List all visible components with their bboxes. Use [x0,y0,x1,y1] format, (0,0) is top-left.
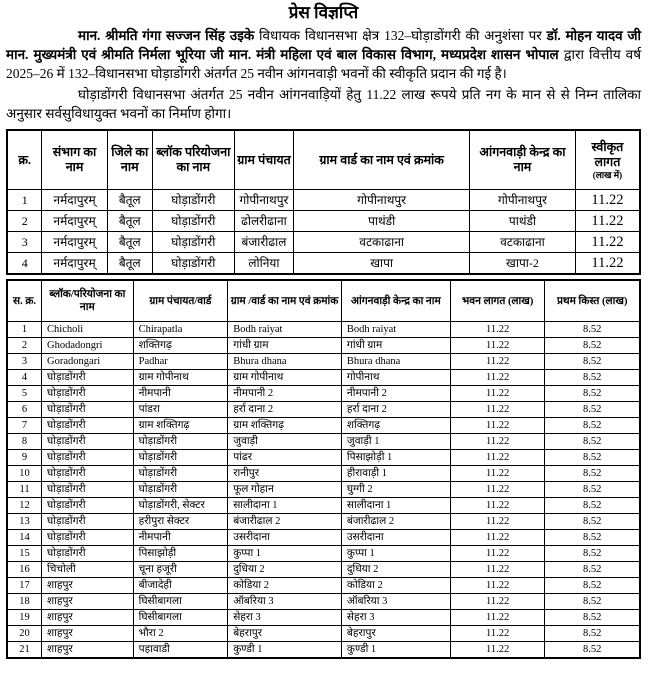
table-cell: बैतूल [107,211,152,232]
column-header-unit: (लाख में) [592,170,623,180]
table-cell: पिसाझोड़ी [133,546,228,562]
table-cell: 14 [7,530,42,546]
table-cell: कोडिया 2 [228,578,342,594]
table-cell: खापा [294,253,470,275]
header-row [7,280,640,322]
table-row [7,434,640,450]
table-cell: 11.22 [575,232,640,253]
table-cell: नीमपानी 2 [228,386,342,402]
table-cell: 20 [7,626,42,642]
table-cell: वटकाढाना [294,232,470,253]
table-cell: 11.22 [450,450,545,466]
cm-minister-dept-bold: डॉ. मोहन यादव जी मान. मुख्यमंत्री एवं श्रीमति निर्मला भूरिया जी मान. मंत्री महिला एवं बाल विकास विभाग, मध्यप्रदेश शासन भोपाल [6,28,642,62]
table-cell: नर्मदापुरम् [42,211,107,232]
table-cell: घोड़ाडोंगरी [133,450,228,466]
table-cell: 11.22 [575,190,640,211]
column-header: ग्राम वार्ड का नाम एवं क्रमांक [294,130,470,190]
table-cell: 13 [7,514,42,530]
table-cell: ग्राम गोपीनाथ [133,370,228,386]
header-row [7,130,640,190]
table-cell: जुवाड़ी 1 [341,434,450,450]
table-cell: 12 [7,498,42,514]
table-cell: 11 [7,482,42,498]
table-cell: 11.22 [450,546,545,562]
table-cell: शाहपुर [42,642,134,659]
table-cell: शाहपुर [42,626,134,642]
table-cell: घोड़ाडोंगरी [152,232,234,253]
table-cell: जुवाड़ी [228,434,342,450]
table-cell: 11.22 [450,562,545,578]
table-cell: घोड़ाडोंगरी [152,253,234,275]
table-cell: हर्रा दाना 2 [341,402,450,418]
table-cell: सालीदाना 1 [228,498,342,514]
table-cell: गांधी ग्राम [341,338,450,354]
table-cell: 11.22 [450,642,545,659]
table-cell: 11.22 [450,530,545,546]
table-cell: 8.52 [545,562,640,578]
table-cell: शाहपुर [42,610,134,626]
table-cell: शाहपुर [42,578,134,594]
table-cell: 8.52 [545,482,640,498]
table-cell: 11.22 [450,514,545,530]
table-cell: बीजादेही [133,578,228,594]
table-row [7,402,640,418]
table-row [7,190,640,211]
table-cell: 8.52 [545,498,640,514]
table-cell: बैतूल [107,253,152,275]
table-cell: 3 [7,354,42,370]
table-cell: घोड़ाडोंगरी [42,418,134,434]
table-cell: 16 [7,562,42,578]
table-cell: 8.52 [545,418,640,434]
table-cell: गोपीनाथपुर [470,190,576,211]
table-cell: 8.52 [545,338,640,354]
table-cell: घोड़ाडोंगरी [42,402,134,418]
column-header: स्वीकृत लागत (लाख में) [575,130,640,190]
table-cell: 11.22 [450,610,545,626]
table-cell: Bhura dhana [228,354,342,370]
column-header: आंगनवाड़ी केन्द्र का नाम [470,130,576,190]
column-header: ग्राम /वार्ड का नाम एवं क्रमांक [228,280,342,322]
table-cell: 11.22 [450,338,545,354]
table-row [7,610,640,626]
table-cell: 11.22 [575,211,640,232]
table-row [7,642,640,659]
table-cell: कुप्पा 1 [228,546,342,562]
table-row [7,578,640,594]
table-cell: 2 [7,211,42,232]
table-cell: वटकाढाना [470,232,576,253]
table-row [7,466,640,482]
table-row [7,530,640,546]
table-cell: 19 [7,610,42,626]
table-cell: घोड़ाडोंगरी [42,370,134,386]
table-cell: 8.52 [545,322,640,338]
table-cell: नीमपानी [133,530,228,546]
table-cell: 11.22 [575,253,640,275]
column-header: संभाग का नाम [42,130,107,190]
table-row [7,626,640,642]
table-cell: 11.22 [450,578,545,594]
column-header: प्रथम किस्त (लाख) [545,280,640,322]
table-cell: 8.52 [545,466,640,482]
sanctioned-anganwadi-summary-table [6,129,641,275]
table-cell: 8.52 [545,626,640,642]
column-header: ग्राम पंचायत/वार्ड [133,280,228,322]
table-cell: बंजारीढाल 2 [228,514,342,530]
table-cell: नर्मदापुरम् [42,232,107,253]
table-cell: घोड़ाडोंगरी [133,434,228,450]
table-cell: चूना हजूरी [133,562,228,578]
table-cell: 18 [7,594,42,610]
table-cell: 4 [7,253,42,275]
table-cell: उसरीदाना [341,530,450,546]
table-row [7,562,640,578]
column-header: आंगनवाड़ी केन्द्र का नाम [341,280,450,322]
anganwadi-installment-details-table [6,279,641,659]
table-cell: 8.52 [545,514,640,530]
column-header: स. क्र. [7,280,42,322]
table-cell: घोड़ाडोंगरी [42,386,134,402]
table-cell: 11.22 [450,498,545,514]
table-cell: 1 [7,322,42,338]
intro-paragraph [6,26,641,83]
table-cell: सेहरा 3 [341,610,450,626]
table-row [7,418,640,434]
table-cell: 8.52 [545,610,640,626]
table-cell: Bodh raiyat [228,322,342,338]
table-cell: 11.22 [450,482,545,498]
table-row [7,370,640,386]
table-cell: 11.22 [450,386,545,402]
table-cell: 6 [7,402,42,418]
table-row [7,211,640,232]
table-cell: घोड़ाडोंगरी [42,546,134,562]
table-cell: 1 [7,190,42,211]
table-row [7,450,640,466]
table-cell: फूल गोहान [228,482,342,498]
table-cell: 8.52 [545,402,640,418]
table-cell: 8.52 [545,434,640,450]
table-cell: घोड़ाडोंगरी [152,211,234,232]
table-row [7,232,640,253]
table-cell: Ghodadongri [42,338,134,354]
table-cell: पाथंडी [470,211,576,232]
table-cell: घोड़ाडोंगरी [133,466,228,482]
mla-name-bold: मान. श्रीमति गंगा सज्जन सिंह उइके [78,28,255,43]
table-cell: बंजारीढाल 2 [341,514,450,530]
table-cell: नीमपानी 2 [341,386,450,402]
table-cell: कोडिया 2 [341,578,450,594]
table-cell: 8.52 [545,386,640,402]
table-cell: घिसीबागला [133,610,228,626]
table-cell: पांडरा [133,402,228,418]
table-cell: पिसाझोड़ी 1 [341,450,450,466]
document-title: प्रेस विज्ञप्ति [288,3,359,22]
table-cell: 8.52 [545,578,640,594]
cost-text: घोड़ाडोंगरी विधानसभा अंतर्गत 25 नवीन आंगनवाड़ियों हेतु 11.22 लाख रूपये प्रति नग के मान से से निम्न तालिका अनुसार सर्वसुविधायुक्त भवनों का निर्माण होगा। [6,87,641,121]
table-cell: घोड़ाडोंगरी [42,434,134,450]
table-cell: पहावाडी [133,642,228,659]
table-cell: गोपीनाथपुर [234,190,293,211]
table-cell: कुप्पा 1 [341,546,450,562]
table-cell: सेहरा 3 [228,610,342,626]
table-cell: हरीपुरा सेक्टर [133,514,228,530]
table-cell: 10 [7,466,42,482]
table-cell: घिसीबागला [133,594,228,610]
table-row [7,338,640,354]
table-cell: 8.52 [545,594,640,610]
table-cell: गोपीनाथपुर [294,190,470,211]
table-cell: 8.52 [545,370,640,386]
intro-text-2: द्वारा वित्तीय वर्ष 2025–26 में 132–विधानसभा घोड़ाडोंगरी अंतर्गत 25 नवीन आंगनवाड़ी भवनों की स्वीकृति प्रदान की गई है। [6,47,641,81]
table-cell: Chirapatla [133,322,228,338]
table-cell: 11.22 [450,418,545,434]
table-cell: Chicholi [42,322,134,338]
table-cell: 11.22 [450,354,545,370]
table-cell: नीमपानी [133,386,228,402]
table-cell: दुधिया 2 [341,562,450,578]
table-cell: 9 [7,450,42,466]
table-cell: 8.52 [545,354,640,370]
table-cell: 15 [7,546,42,562]
table-cell: ऑबरिया 3 [341,594,450,610]
table-cell: हीरावाड़ी 1 [341,466,450,482]
table-cell: कुण्डी 1 [228,642,342,659]
column-header: जिले का नाम [107,130,152,190]
table-cell: 8 [7,434,42,450]
table-cell: Goradongari [42,354,134,370]
table-cell: ग्राम शक्तिगढ़ [133,418,228,434]
table-cell: ऑबरिया 3 [228,594,342,610]
table-cell: लोनिया [234,253,293,275]
table-cell: 17 [7,578,42,594]
column-header: ब्लॉक परियोजना का नाम [152,130,234,190]
table-cell: Bodh raiyat [341,322,450,338]
table-cell: 11.22 [450,434,545,450]
table-cell: 8.52 [545,642,640,659]
table-row [7,482,640,498]
table-cell: घोड़ाडोंगरी [133,482,228,498]
table-cell: 8.52 [545,530,640,546]
table-cell: 3 [7,232,42,253]
table-cell: रानीपुर [228,466,342,482]
table-row [7,386,640,402]
table-cell: 11.22 [450,322,545,338]
table-cell: पांढर [228,450,342,466]
table-cell: ढोलरीढाना [234,211,293,232]
table-cell: घोड़ाडोंगरी [42,498,134,514]
table-row [7,594,640,610]
table-row [7,514,640,530]
table-cell: बेहरापुर [341,626,450,642]
table-cell: 7 [7,418,42,434]
table-cell: 11.22 [450,594,545,610]
table-row [7,498,640,514]
table-cell: 8.52 [545,546,640,562]
table-row [7,253,640,275]
table-cell: 5 [7,386,42,402]
table-cell: घोड़ाडोंगरी [42,450,134,466]
table-cell: शक्तिगढ़ [341,418,450,434]
table-cell: 11.22 [450,626,545,642]
table-cell: गांधी ग्राम [228,338,342,354]
table-cell: घोड़ाडोंगरी [42,466,134,482]
table-cell: घोड़ाडोंगरी [42,514,134,530]
table-cell: बैतूल [107,190,152,211]
table-cell: घोड़ाडोंगरी [42,530,134,546]
table-row [7,322,640,338]
table-cell: शाहपुर [42,594,134,610]
table-cell: गोपीनाथ [341,370,450,386]
column-header: ब्लॉक/परियोजना का नाम [42,280,134,322]
table-cell: Bhura dhana [341,354,450,370]
table-cell: 11.22 [450,402,545,418]
table-cell: घुग्गी 2 [341,482,450,498]
intro-text-1: विधायक विधानसभा क्षेत्र 132–घोड़ाडोंगरी की अनुशंसा पर [254,28,547,43]
table-cell: नर्मदापुरम् [42,253,107,275]
table-cell: 11.22 [450,370,545,386]
table-cell: 8.52 [545,450,640,466]
table-cell: 21 [7,642,42,659]
table-cell: बेहरापुर [228,626,342,642]
table-cell: घोड़ाडोंगरी, सेक्टर [133,498,228,514]
table-cell: घोड़ाडोंगरी [152,190,234,211]
table-cell: Padhar [133,354,228,370]
table-cell: पाथंडी [294,211,470,232]
table-cell: हर्रा दाना 2 [228,402,342,418]
table-cell: चिचोली [42,562,134,578]
table-row [7,546,640,562]
table-cell: 11.22 [450,466,545,482]
table-cell: नर्मदापुरम् [42,190,107,211]
table-cell: कुण्डी 1 [341,642,450,659]
cost-paragraph [6,85,641,123]
table-cell: ग्राम शक्तिगढ़ [228,418,342,434]
table-cell: ग्राम गोपीनाथ [228,370,342,386]
table-cell: दुधिया 2 [228,562,342,578]
table-row [7,354,640,370]
table-cell: सालीदाना 1 [341,498,450,514]
column-header: क्र. [7,130,42,190]
column-header: ग्राम पंचायत [234,130,293,190]
table-cell: खापा-2 [470,253,576,275]
column-header: भवन लागत (लाख) [450,280,545,322]
table-cell: भौरा 2 [133,626,228,642]
table-cell: 2 [7,338,42,354]
table-cell: उसरीदाना [228,530,342,546]
table-cell: बैतूल [107,232,152,253]
table-cell: शक्तिगढ़ [133,338,228,354]
table-cell: 4 [7,370,42,386]
table-cell: घोड़ाडोंगरी [42,482,134,498]
table-cell: बंजारीढाल [234,232,293,253]
